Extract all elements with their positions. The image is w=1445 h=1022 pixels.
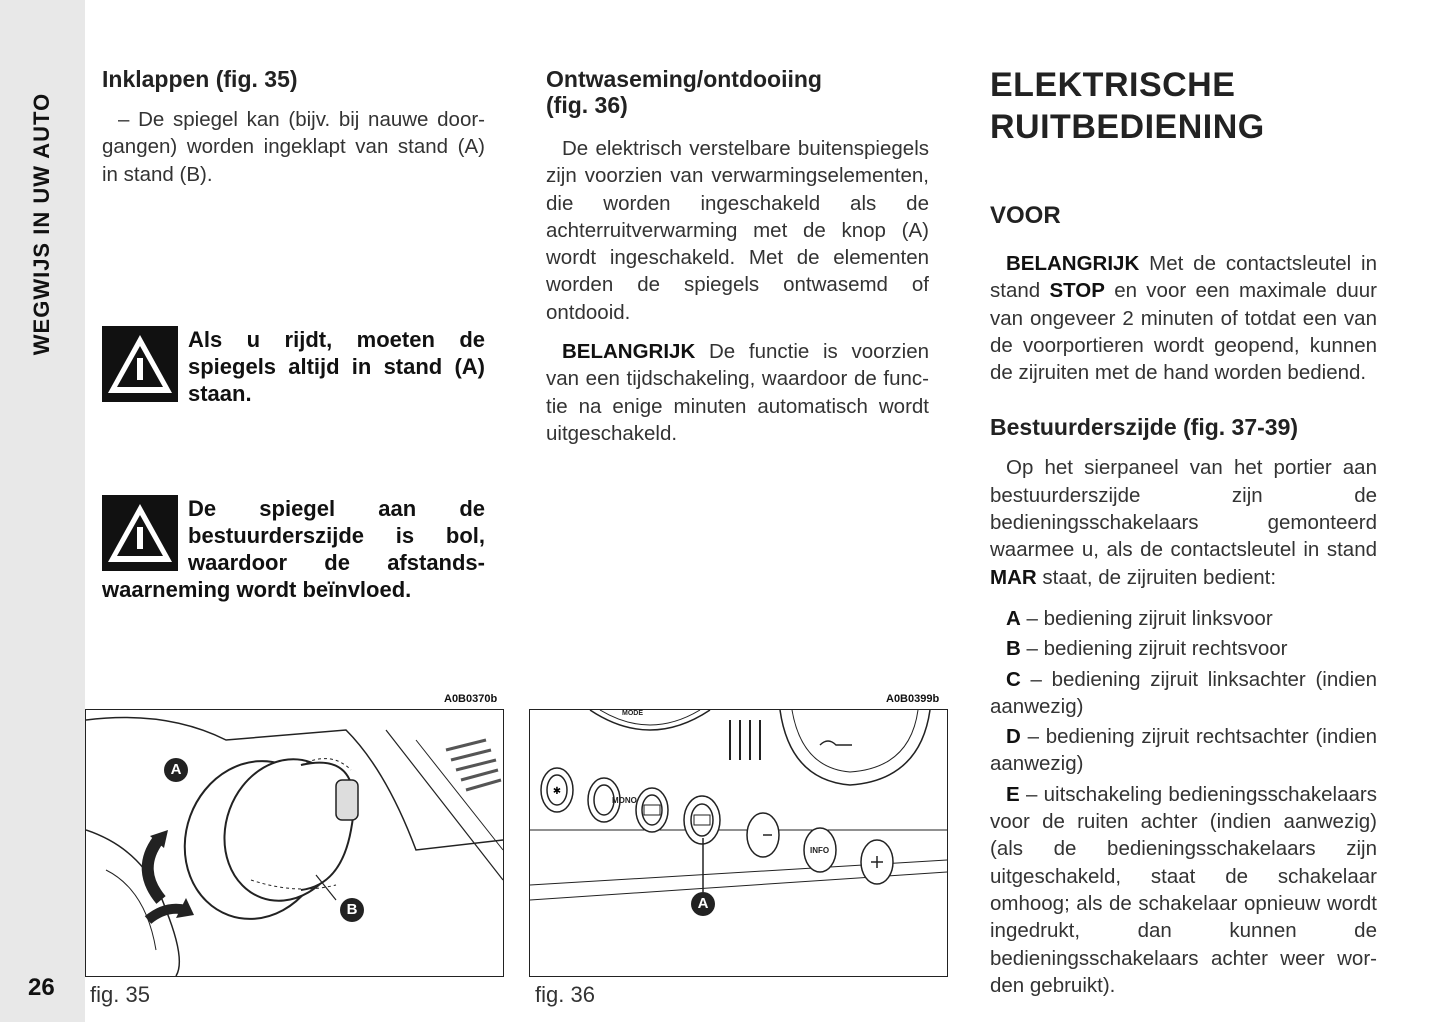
fig35-label: fig. 35 — [90, 982, 150, 1007]
ontwaseming-text: De elektrisch verstelbare buitenspiegels zijn voorzien van verwarmingselementen, die worden ingeschakeld als de achterruitverwarming met de knop (A) wordt ingeschakeld. Met de elementen worden de spiegels ontwasemd of ontdooid. — [546, 137, 929, 324]
bestuurderszijde-text: Op het sierpaneel van het portier aan bestuurderszijde zijn de bedieningsschakelaars gemonteerd waarmee u, als de contactsleutel in stand MAR staat, de zijruiten bedient: — [990, 456, 1377, 589]
list-item: D – bediening zijruit rechtsachter (indien aanwezig) — [990, 725, 1378, 776]
info-button-label: INFO — [810, 846, 830, 855]
column-3 — [990, 64, 1377, 999]
callout-a: A — [164, 758, 188, 782]
section-title: WEGWIJS IN UW AUTO — [29, 92, 55, 356]
ontwaseming-important: BELANGRIJK De functie is voorzien van een tijdschakeling, waardoor de functie na enige minuten automatisch wordt uitgeschakeld. — [546, 340, 930, 445]
list-item: A – bediening zijruit linksvoor — [1006, 606, 1273, 630]
fig35-code: A0B0370b — [444, 693, 498, 705]
warning-text-1: Als u rijdt, moeten de spiegels altijd in stand (A) staan. — [188, 327, 485, 406]
title-line1: ELEKTRISCHE — [990, 66, 1236, 104]
side-tab — [0, 0, 85, 1022]
column-2 — [546, 66, 929, 447]
heading-ontwaseming-line1: Ontwaseming/ontdooiing — [546, 66, 822, 92]
heading-ontwaseming-line2: (fig. 36) — [546, 92, 628, 118]
list-item: B – bediening zijruit rechtsvoor — [1006, 637, 1288, 661]
page-number: 26 — [28, 974, 55, 1001]
heading-bestuurderszijde: Bestuurderszijde (fig. 37-39) — [990, 414, 1299, 441]
fig36-code: A0B0399b — [886, 693, 940, 705]
callout-a-fig36: A — [691, 892, 715, 916]
warning-triangle-icon — [102, 326, 178, 402]
warning-text-2: De spiegel aan de bestuurderszijde is bol, waardoor de afstandswaarneming wordt beïnvloed. — [102, 496, 485, 602]
column-1 — [102, 66, 485, 188]
switch-list — [990, 605, 1377, 999]
important-paragraph: BELANGRIJK Met de contactsleutel in stand STOP en voor een maximale duur van ongeveer 2 minuten of totdat een van de voorportieren wordt geopend, kunnen de zijruiten met de hand worden bediend. — [990, 252, 1378, 385]
svg-text:✱: ✱ — [552, 786, 562, 797]
inklappen-text: – De spiegel kan (bijv. bij nauwe doorgangen) worden ingeklapt van stand (A) in stand (B). — [102, 108, 485, 186]
mirror-illustration — [86, 710, 503, 976]
heading-inklappen: Inklappen (fig. 35) — [102, 66, 298, 92]
callout-b: B — [340, 898, 364, 922]
list-item: C – bediening zijruit linksachter (indien aanwezig) — [990, 667, 1377, 718]
warning-triangle-icon — [102, 495, 178, 571]
title-line2: RUITBEDIENING — [990, 108, 1265, 146]
mono-button-label: MONO — [612, 796, 637, 805]
warning-box-1 — [102, 326, 485, 407]
list-item: E – uitschakeling bedieningsschakelaars voor de ruiten achter (indien aanwezig) (als de bedieningsschakelaars zijn uitgeschakeld, staat de schakelaar omhoog; als de schakelaar opnieuw wordt ingedrukt, dan kunnen de bedieningsschakelaars achter weer worden gebruikt). — [990, 782, 1377, 997]
subtitle-voor: VOOR — [990, 202, 1061, 229]
mode-label: MODE — [622, 710, 643, 717]
warning-box-2 — [102, 495, 485, 603]
dashboard-illustration — [530, 710, 947, 976]
figure-35 — [85, 709, 504, 977]
fig36-label: fig. 36 — [535, 982, 595, 1007]
figure-36 — [529, 709, 948, 977]
